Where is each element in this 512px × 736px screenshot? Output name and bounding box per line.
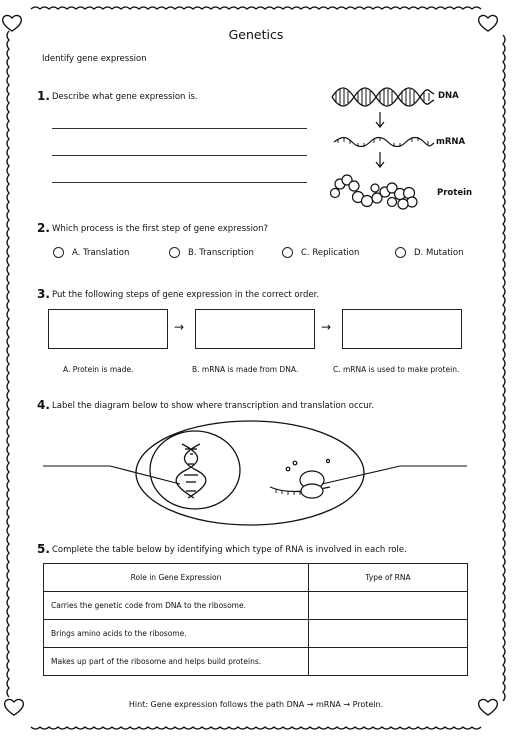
role-cell: Makes up part of the ribosome and helps build proteins. xyxy=(44,648,309,676)
option-label: B. Transcription xyxy=(188,247,254,258)
column-header: Role in Gene Expression xyxy=(44,564,309,592)
option-c[interactable] xyxy=(282,247,359,258)
answer-cell[interactable] xyxy=(309,592,468,620)
hint-text: Hint: Gene expression follows the path DNA → mRNA → Protein. xyxy=(128,700,384,709)
answer-line[interactable] xyxy=(52,155,307,156)
radio-button[interactable] xyxy=(169,247,180,258)
page-title: Genetics xyxy=(228,27,284,42)
answer-cell[interactable] xyxy=(309,648,468,676)
question-5-number: 5. xyxy=(37,542,50,556)
role-cell: Brings amino acids to the ribosome. xyxy=(44,620,309,648)
order-box-1[interactable] xyxy=(48,309,168,349)
column-header: Type of RNA xyxy=(309,564,468,592)
cell-diagram xyxy=(40,418,470,528)
protein-label: Protein xyxy=(437,188,473,198)
arrow-down-icon xyxy=(376,112,384,127)
question-1-number: 1. xyxy=(37,89,50,103)
order-box-3[interactable] xyxy=(342,309,462,349)
table-row xyxy=(44,620,468,648)
mrna-label: mRNA xyxy=(436,137,466,147)
step-c: C. mRNA is used to make protein. xyxy=(333,365,460,374)
option-b[interactable] xyxy=(169,247,254,258)
radio-button[interactable] xyxy=(53,247,64,258)
question-2-text: Which process is the first step of gene expression? xyxy=(52,224,269,234)
arrow-right-icon: → xyxy=(321,320,332,334)
page-subtitle: Identify gene expression xyxy=(42,54,147,64)
radio-button[interactable] xyxy=(282,247,293,258)
mrna-icon xyxy=(334,137,434,147)
role-cell: Carries the genetic code from DNA to the ribosome. xyxy=(44,592,309,620)
dna-icon xyxy=(332,88,434,106)
question-4-text: Label the diagram below to show where transcription and translation occur. xyxy=(52,401,375,411)
rna-table xyxy=(43,563,468,676)
option-label: A. Translation xyxy=(72,247,130,258)
step-a: A. Protein is made. xyxy=(63,365,134,374)
gene-expression-diagram xyxy=(330,80,440,210)
dna-label: DNA xyxy=(438,91,459,101)
option-d[interactable] xyxy=(395,247,464,258)
question-1-text: Describe what gene expression is. xyxy=(52,92,198,102)
table-row xyxy=(44,592,468,620)
order-box-2[interactable] xyxy=(195,309,315,349)
table-header-row xyxy=(44,564,468,592)
option-a[interactable] xyxy=(53,247,129,258)
option-label: D. Mutation xyxy=(414,247,464,258)
question-3-number: 3. xyxy=(37,287,50,301)
answer-cell[interactable] xyxy=(309,620,468,648)
arrow-down-icon xyxy=(376,152,384,167)
step-b: B. mRNA is made from DNA. xyxy=(192,365,299,374)
table-row xyxy=(44,648,468,676)
question-2-number: 2. xyxy=(37,221,50,235)
question-5-text: Complete the table below by identifying which type of RNA is involved in each role. xyxy=(52,545,407,555)
radio-button[interactable] xyxy=(395,247,406,258)
answer-line[interactable] xyxy=(52,128,307,129)
arrow-right-icon: → xyxy=(174,320,185,334)
answer-line[interactable] xyxy=(52,182,307,183)
option-label: C. Replication xyxy=(301,247,360,258)
question-4-number: 4. xyxy=(37,398,50,412)
protein-icon xyxy=(331,175,418,209)
question-3-text: Put the following steps of gene expression in the correct order. xyxy=(52,290,320,300)
